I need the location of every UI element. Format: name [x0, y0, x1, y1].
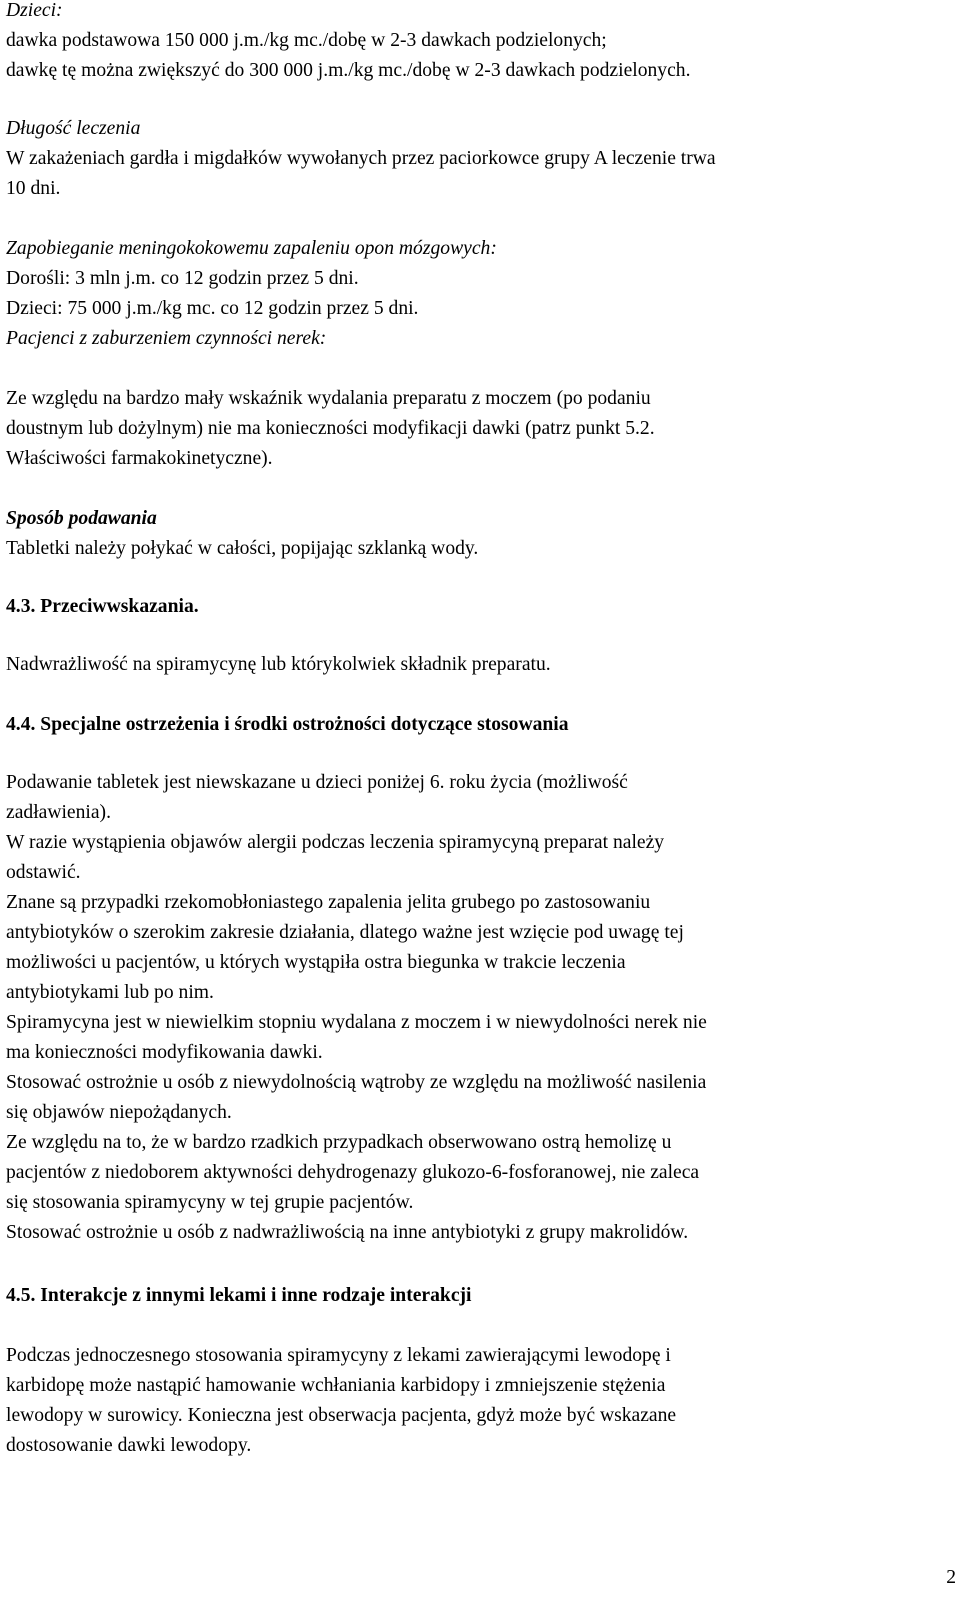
- section-4-4-line: Podawanie tabletek jest niewskazane u dzieci poniżej 6. roku życia (możliwość: [6, 772, 628, 793]
- renal-line-2: doustnym lub dożylnym) nie ma konieczności modyfikacji dawki (patrz punkt 5.2.: [6, 418, 655, 439]
- section-4-5-number: 4.5.: [6, 1285, 36, 1306]
- section-4-4-line: zadławienia).: [6, 802, 111, 823]
- section-4-4-line: pacjentów z niedoborem aktywności dehydrogenazy glukozo-6-fosforanowej, nie zaleca: [6, 1162, 700, 1183]
- section-4-5-line: Podczas jednoczesnego stosowania spiramycyny z lekami zawierającymi lewodopę i: [6, 1345, 671, 1366]
- section-4-3-line-1: Nadwrażliwość na spiramycynę lub którykolwiek składnik preparatu.: [6, 654, 551, 675]
- section-4-5-title: Interakcje z innymi lekami i inne rodzaje interakcji: [40, 1285, 472, 1306]
- renal-heading: Pacjenci z zaburzeniem czynności nerek:: [6, 328, 327, 349]
- section-4-4-number: 4.4.: [6, 714, 36, 735]
- section-4-5-line: karbidopę może nastąpić hamowanie wchłaniania karbidopy i zmniejszenie stężenia: [6, 1375, 666, 1396]
- section-4-5-heading: [6, 1285, 471, 1307]
- duration-line-2: 10 dni.: [6, 178, 61, 199]
- duration-line-1: W zakażeniach gardła i migdałków wywołanych przez paciorkowce grupy A leczenie trwa: [6, 148, 716, 169]
- admin-line-1: Tabletki należy połykać w całości, popijając szklanką wody.: [6, 538, 479, 559]
- section-4-4-heading: [6, 714, 569, 736]
- section-4-4-line: antybiotykami lub po nim.: [6, 982, 214, 1003]
- admin-heading: Sposób podawania: [6, 508, 157, 529]
- renal-line-1: Ze względu na bardzo mały wskaźnik wydalania preparatu z moczem (po podaniu: [6, 388, 651, 409]
- section-4-4-line: możliwości u pacjentów, u których wystąpiła ostra biegunka w trakcie leczenia: [6, 952, 626, 973]
- section-4-4-line: Stosować ostrożnie u osób z niewydolnością wątroby ze względu na możliwość nasilenia: [6, 1072, 707, 1093]
- section-4-5-line: lewodopy w surowicy. Konieczna jest obserwacja pacjenta, gdyż może być wskazane: [6, 1405, 677, 1426]
- meningo-heading: Zapobieganie meningokokowemu zapaleniu opon mózgowych:: [6, 238, 497, 259]
- section-4-4-line: się stosowania spiramycyny w tej grupie pacjentów.: [6, 1192, 414, 1213]
- meningo-adults-line: Dorośli: 3 mln j.m. co 12 godzin przez 5 dni.: [6, 268, 359, 289]
- section-4-4-line: Stosować ostrożnie u osób z nadwrażliwością na inne antybiotyki z grupy makrolidów.: [6, 1222, 689, 1243]
- section-4-3-number: 4.3.: [6, 596, 36, 617]
- children-heading: Dzieci:: [6, 0, 63, 21]
- children-dose-line-1: dawka podstawowa 150 000 j.m./kg mc./dobę w 2-3 dawkach podzielonych;: [6, 30, 607, 51]
- duration-heading: Długość leczenia: [6, 118, 141, 139]
- section-4-4-line: Ze względu na to, że w bardzo rzadkich przypadkach obserwowano ostrą hemolizę u: [6, 1132, 672, 1153]
- section-4-4-line: ma konieczności modyfikowania dawki.: [6, 1042, 323, 1063]
- section-4-4-line: W razie wystąpienia objawów alergii podczas leczenia spiramycyną preparat należy: [6, 832, 665, 853]
- renal-line-3: Właściwości farmakokinetyczne).: [6, 448, 273, 469]
- section-4-4-line: Spiramycyna jest w niewielkim stopniu wydalana z moczem i w niewydolności nerek nie: [6, 1012, 707, 1033]
- section-4-4-line: antybiotyków o szerokim zakresie działania, dlatego ważne jest wzięcie pod uwagę tej: [6, 922, 684, 943]
- meningo-children-line: Dzieci: 75 000 j.m./kg mc. co 12 godzin przez 5 dni.: [6, 298, 419, 319]
- section-4-4-line: odstawić.: [6, 862, 81, 883]
- section-4-4-title: Specjalne ostrzeżenia i środki ostrożności dotyczące stosowania: [40, 714, 569, 735]
- page-number: 2: [946, 1567, 956, 1588]
- section-4-4-line: się objawów niepożądanych.: [6, 1102, 232, 1123]
- section-4-5-line: dostosowanie dawki lewodopy.: [6, 1435, 252, 1456]
- section-4-3-heading: [6, 596, 199, 618]
- children-dose-line-2: dawkę tę można zwiększyć do 300 000 j.m./kg mc./dobę w 2-3 dawkach podzielonych.: [6, 60, 691, 81]
- section-4-3-dot: .: [193, 596, 199, 617]
- section-4-4-line: Znane są przypadki rzekomobłoniastego zapalenia jelita grubego po zastosowaniu: [6, 892, 651, 913]
- section-4-3-title: Przeciwwskazania: [40, 596, 194, 617]
